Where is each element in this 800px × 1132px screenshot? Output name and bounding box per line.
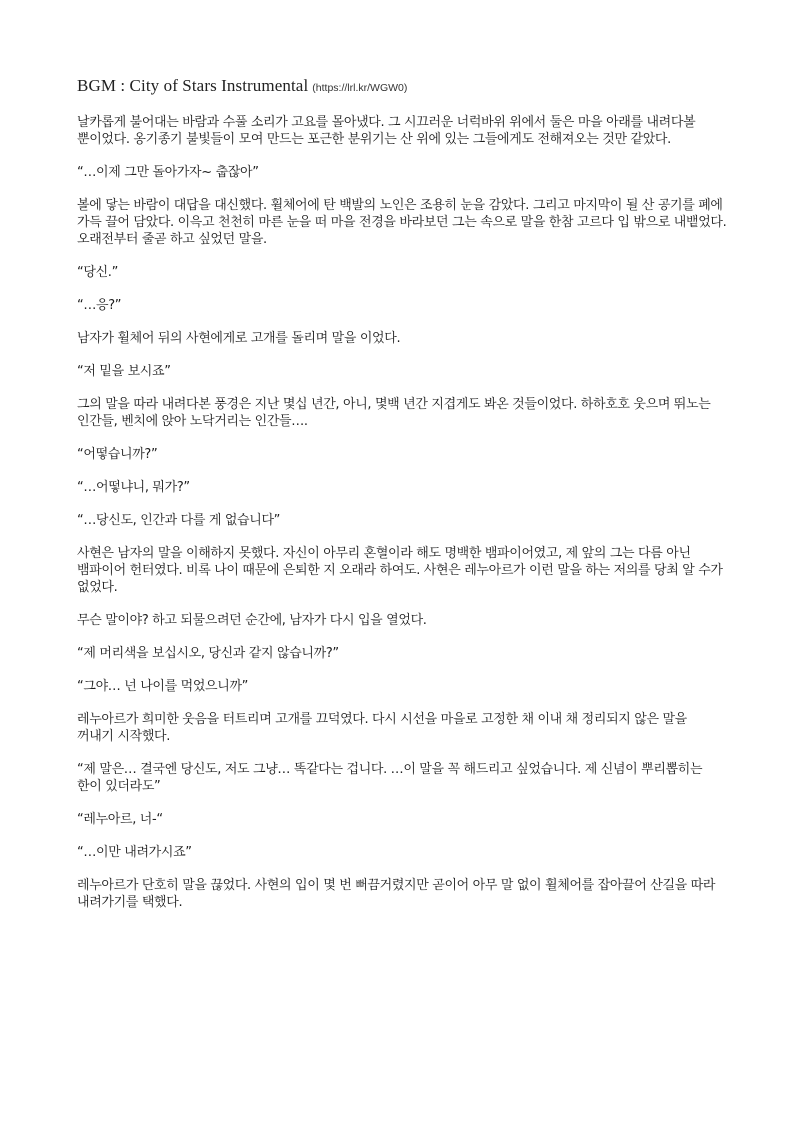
- dialogue-line: “어떻습니까?”: [77, 447, 158, 462]
- dialogue-line: “제 머리색을 보십시오, 당신과 같지 않습니까?”: [77, 646, 339, 661]
- paragraph: 그의 말을 따라 내려다본 풍경은 지난 몇십 년간, 아니, 몇백 년간 지겹게도 봐온 것들이었다. 하하호호 웃으며 뛰노는 인간들, 벤치에 앉아 노닥거리는 인간들….: [77, 397, 711, 429]
- dialogue-line: “…이만 내려가시죠”: [77, 845, 192, 860]
- dialogue-line: “…당신도, 인간과 다를 게 없습니다”: [77, 513, 281, 528]
- dialogue-line: “저 밑을 보시죠”: [77, 364, 171, 379]
- story-body: [77, 114, 727, 927]
- bgm-title: BGM : City of Stars Instrumental: [77, 76, 309, 95]
- paragraph: 레누아르가 단호히 말을 끊었다. 사현의 입이 몇 번 뻐끔거렸지만 곧이어 아무 말 없이 휠체어를 잡아끌어 산길을 따라 내려가기를 택했다.: [77, 878, 716, 910]
- dialogue-line: “제 말은… 결국엔 당신도, 저도 그냥… 똑같다는 겁니다. …이 말을 꼭 해드리고 싶었습니다. 제 신념이 뿌리뽑히는 한이 있더라도”: [77, 762, 703, 794]
- dialogue-line: “…어떻냐니, 뭐가?”: [77, 480, 190, 495]
- paragraph: 남자가 휠체어 뒤의 사현에게로 고개를 돌리며 말을 이었다.: [77, 331, 401, 346]
- dialogue-line: “당신.”: [77, 265, 118, 280]
- paragraph: 사현은 남자의 말을 이해하지 못했다. 자신이 아무리 혼혈이라 해도 명백한 뱀파이어였고, 제 앞의 그는 다름 아닌 뱀파이어 헌터였다. 비록 나이 때문에 은퇴한 지 오래라 하여도. 사현은 레누아르가 이런 말을 하는 저의를 당최 알 수가 없었다.: [77, 546, 723, 595]
- dialogue-line: “…응?”: [77, 298, 122, 313]
- dialogue-line: “…이제 그만 돌아가자~ 춥잖아”: [77, 165, 259, 180]
- paragraph: 레누아르가 희미한 웃음을 터트리며 고개를 끄덕였다. 다시 시선을 마을로 고정한 채 이내 채 정리되지 않은 말을 꺼내기 시작했다.: [77, 712, 687, 744]
- dialogue-line: “그야… 넌 나이를 먹었으니까”: [77, 679, 249, 694]
- paragraph: 볼에 닿는 바람이 대답을 대신했다. 휠체어에 탄 백발의 노인은 조용히 눈을 감았다. 그리고 마지막이 될 산 공기를 폐에 가득 끌어 담았다. 이윽고 천천히 마른 눈을 떠 마을 전경을 바라보던 그는 속으로 말을 한참 고르다 입 밖으로 내뱉었다. 오래전부터 줄곧 하고 싶었던 말을.: [77, 198, 727, 247]
- paragraph: 무슨 말이야? 하고 되물으려던 순간에, 남자가 다시 입을 열었다.: [77, 613, 427, 628]
- dialogue-line: “레누아르, 너-“: [77, 812, 163, 827]
- bgm-header: [77, 76, 737, 96]
- paragraph: 날카롭게 불어대는 바람과 수풀 소리가 고요를 몰아냈다. 그 시끄러운 너럭바위 위에서 둘은 마을 아래를 내려다볼 뿐이었다. 옹기종기 불빛들이 모여 만드는 포근한 분위기는 산 위에 있는 그들에게도 전해져오는 것만 같았다.: [77, 115, 696, 147]
- bgm-link[interactable]: (https://lrl.kr/WGW0): [312, 82, 408, 94]
